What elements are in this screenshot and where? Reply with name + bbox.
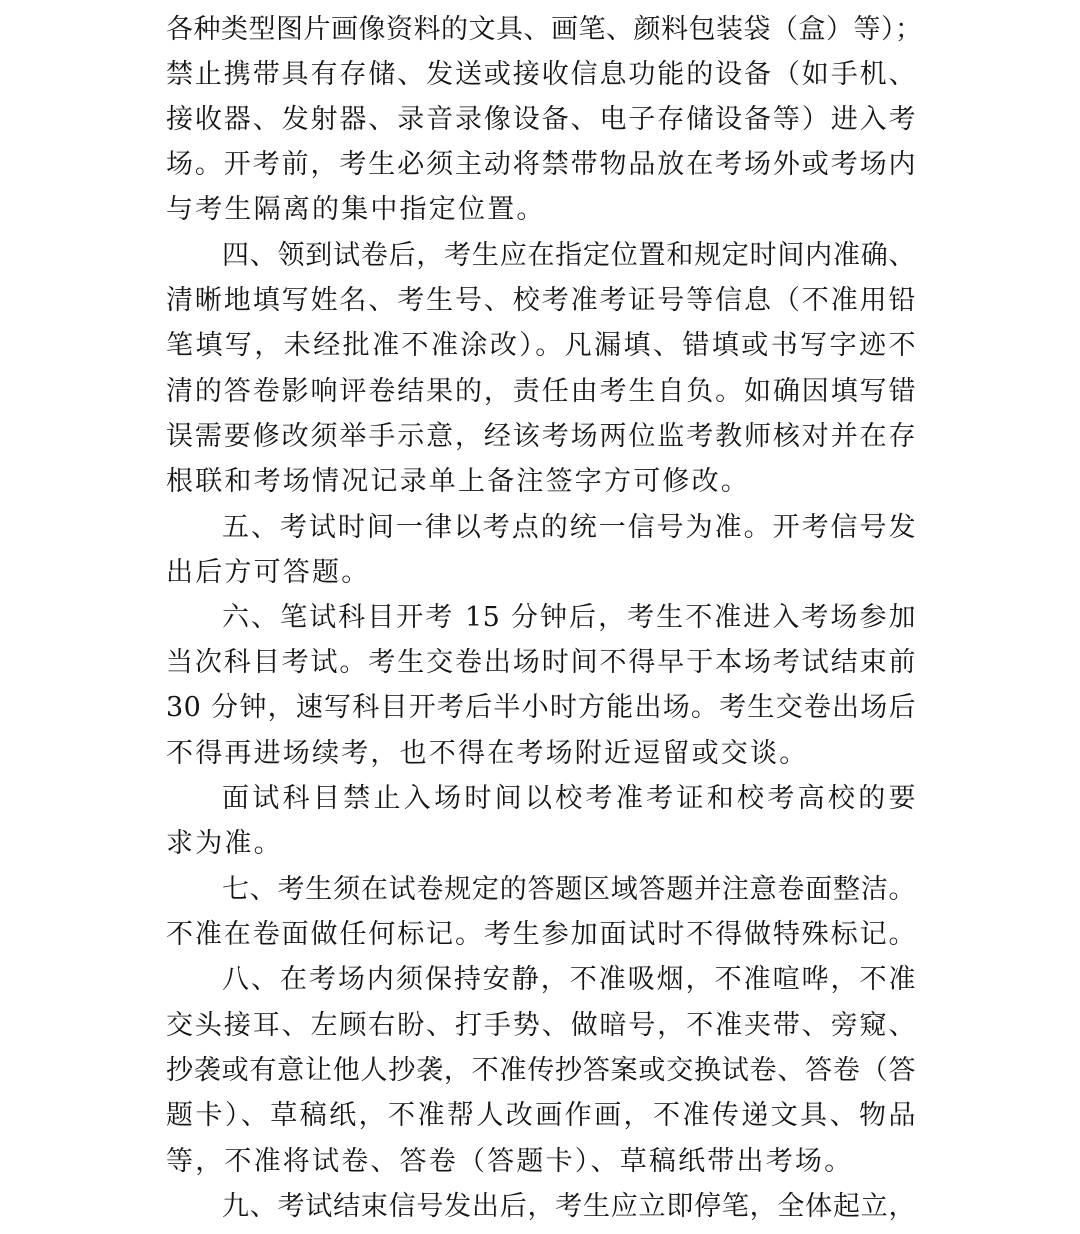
text-line: 交头接耳、左顾右盼、打手势、做暗号，不准夹带、旁窥、 [166, 1010, 916, 1041]
text-line: 七、考生须在试卷规定的答题区域答题并注意卷面整洁。 [222, 874, 916, 905]
text-line: 四、领到试卷后，考生应在指定位置和规定时间内准确、 [222, 240, 916, 271]
text-line: 抄袭或有意让他人抄袭，不准传抄答案或交换试卷、答卷（答 [166, 1055, 916, 1086]
text-line: 面试科目禁止入场时间以校考准考证和校考高校的要 [222, 783, 916, 814]
text-line: 各种类型图片画像资料的文具、画笔、颜料包装袋（盒）等）； [166, 14, 923, 45]
text-line: 不得再进场续考，也不得在考场附近逗留或交谈。 [166, 738, 809, 769]
text-line: 清的答卷影响评卷结果的，责任由考生自负。如确因填写错 [166, 376, 916, 407]
text-line: 清晰地填写姓名、考生号、校考准考证号等信息（不准用铅 [166, 285, 916, 316]
text-line: 与考生隔离的集中指定位置。 [166, 194, 546, 225]
text-line: 六、笔试科目开考 15 分钟后，考生不准进入考场参加 [222, 602, 916, 633]
text-line: 场。开考前，考生必须主动将禁带物品放在考场外或考场内 [166, 149, 916, 180]
text-line: 不准在卷面做任何标记。考生参加面试时不得做特殊标记。 [166, 919, 916, 950]
text-line: 八、在考场内须保持安静，不准吸烟，不准喧哗，不准 [222, 964, 916, 995]
text-line: 九、考试结束信号发出后，考生应立即停笔，全体起立， [222, 1191, 916, 1222]
text-line: 五、考试时间一律以考点的统一信号为准。开考信号发 [222, 512, 916, 543]
text-line: 等，不准将试卷、答卷（答题卡）、草稿纸带出考场。 [166, 1146, 854, 1177]
text-line: 接收器、发射器、录音录像设备、电子存储设备等）进入考 [166, 104, 916, 135]
text-line: 禁止携带具有存储、发送或接收信息功能的设备（如手机、 [166, 59, 916, 90]
text-line: 当次科目考试。考生交卷出场时间不得早于本场考试结束前 [166, 647, 916, 678]
text-line: 出后方可答题。 [166, 557, 371, 588]
text-line: 题卡）、草稿纸，不准帮人改画作画，不准传递文具、物品 [166, 1100, 916, 1131]
text-line: 根联和考场情况记录单上备注签字方可修改。 [166, 466, 750, 497]
text-line: 求为准。 [166, 828, 283, 859]
text-line: 误需要修改须举手示意，经该考场两位监考教师核对并在存 [166, 421, 916, 452]
text-line: 30 分钟，速写科目开考后半小时方能出场。考生交卷出场后 [166, 692, 916, 723]
text-line: 笔填写，未经批准不准涂改）。凡漏填、错填或书写字迹不 [166, 330, 916, 361]
